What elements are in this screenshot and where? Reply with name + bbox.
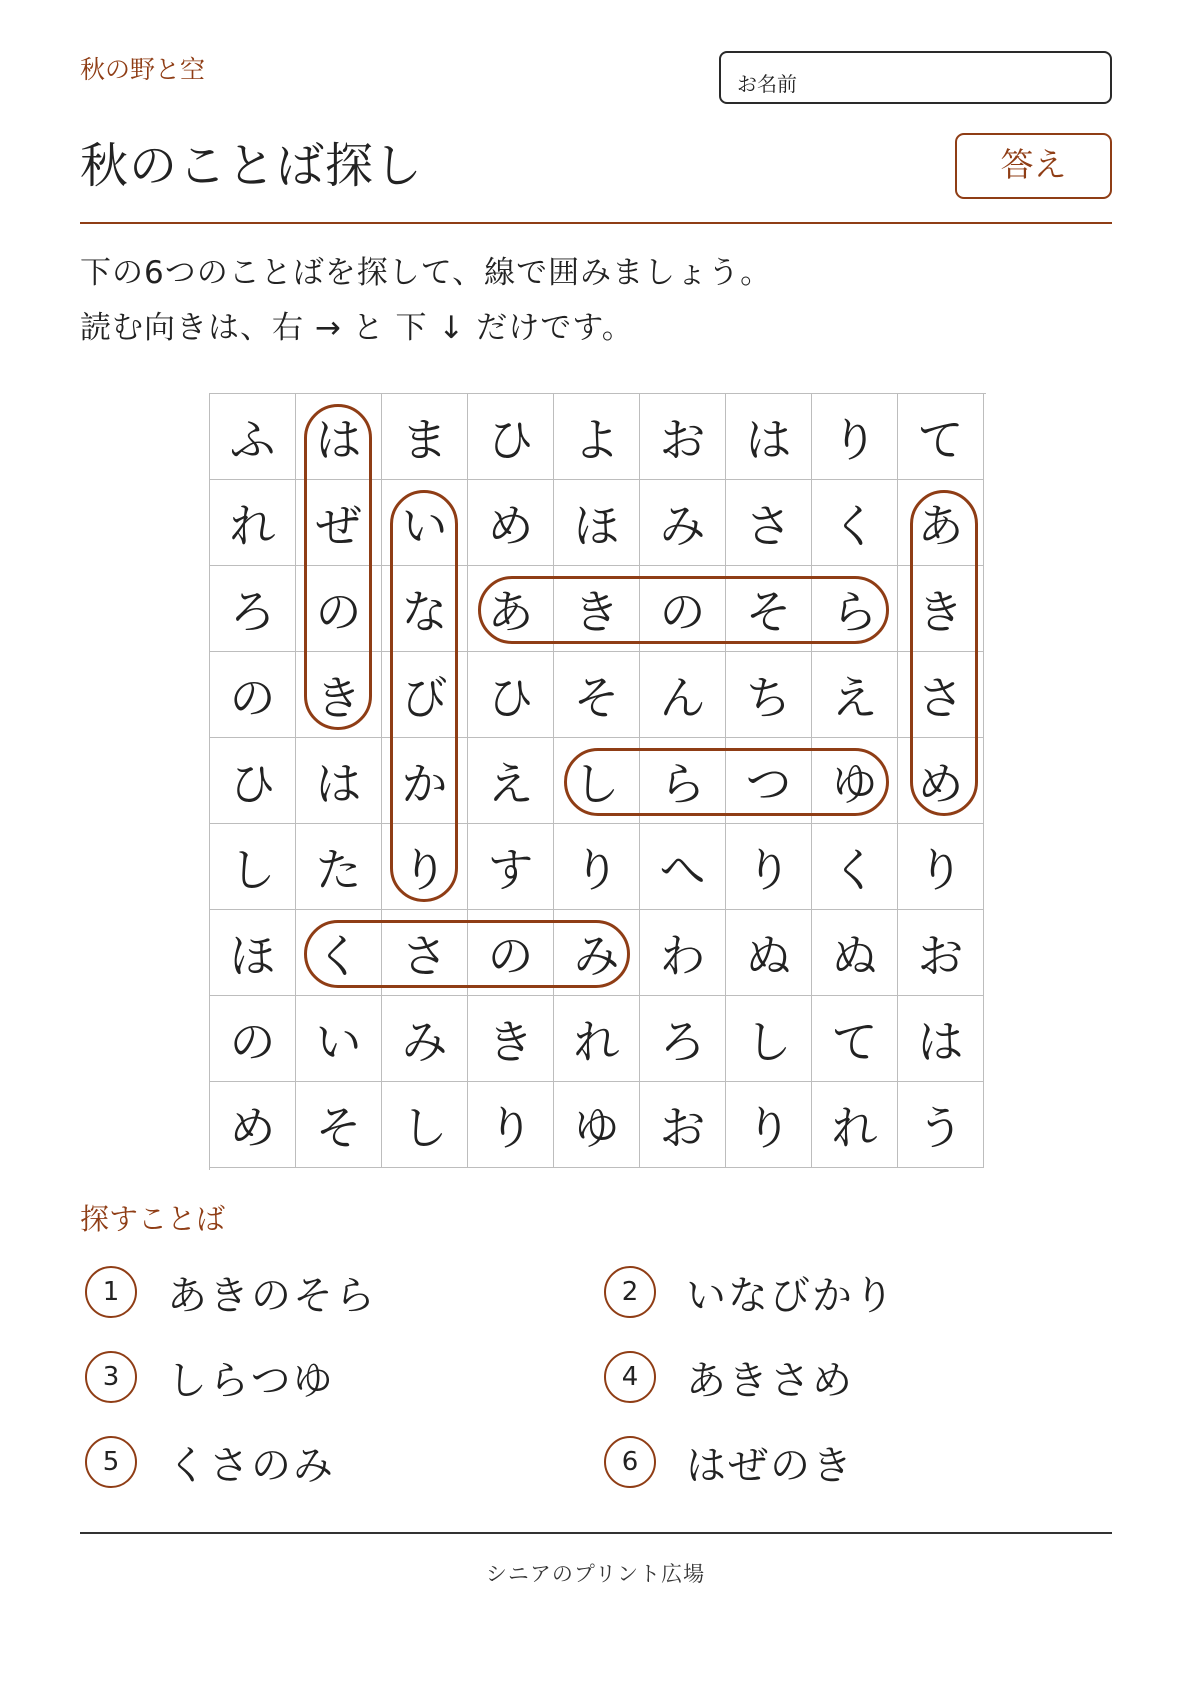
word-number-badge: 6 (604, 1436, 656, 1488)
word-search-grid (209, 393, 986, 1170)
grid-cell[interactable]: つ (726, 738, 812, 824)
grid-cell[interactable]: し (382, 1082, 468, 1168)
grid-cell[interactable]: き (898, 566, 984, 652)
grid-cell[interactable]: ま (382, 394, 468, 480)
footer-site-name: シニアのプリント広場 (485, 1562, 706, 1586)
grid-cell[interactable]: き (468, 996, 554, 1082)
grid-cell[interactable]: ぬ (726, 910, 812, 996)
grid-cell[interactable]: き (554, 566, 640, 652)
grid-cell[interactable]: ら (640, 738, 726, 824)
grid-cell[interactable]: り (726, 824, 812, 910)
name-field[interactable] (719, 51, 1112, 104)
grid-cell[interactable]: り (468, 1082, 554, 1168)
grid-cell[interactable]: さ (382, 910, 468, 996)
grid-cell[interactable]: ゆ (812, 738, 898, 824)
grid-cell[interactable]: て (812, 996, 898, 1082)
grid-cell[interactable]: し (726, 996, 812, 1082)
word-number-badge: 5 (85, 1436, 137, 1488)
grid-cell[interactable]: め (468, 480, 554, 566)
word-number-badge: 1 (85, 1266, 137, 1318)
grid-cell[interactable]: す (468, 824, 554, 910)
grid-cell[interactable]: い (296, 996, 382, 1082)
word-text: あきのそら (167, 1272, 377, 1319)
grid-cell[interactable]: み (640, 480, 726, 566)
word-list-item (604, 1262, 896, 1322)
word-list-item (85, 1347, 335, 1407)
grid-cell[interactable]: く (812, 824, 898, 910)
grid-cell[interactable]: く (812, 480, 898, 566)
grid-cell[interactable]: ろ (210, 566, 296, 652)
grid-cell[interactable]: り (898, 824, 984, 910)
word-text: はぜのき (686, 1442, 854, 1489)
grid-cell[interactable]: り (554, 824, 640, 910)
grid-cell[interactable]: め (898, 738, 984, 824)
grid-cell[interactable]: ん (640, 652, 726, 738)
grid-cell[interactable]: り (726, 1082, 812, 1168)
word-text: しらつゆ (167, 1357, 335, 1404)
word-list-item (604, 1347, 854, 1407)
grid-cell[interactable]: へ (640, 824, 726, 910)
grid-cell[interactable]: み (554, 910, 640, 996)
grid-cell[interactable]: ら (812, 566, 898, 652)
name-field-label: お名前 (737, 72, 797, 96)
grid-cell[interactable]: の (296, 566, 382, 652)
word-list-item (85, 1432, 335, 1492)
grid-cell[interactable]: そ (296, 1082, 382, 1168)
grid-cell[interactable]: そ (726, 566, 812, 652)
grid-cell[interactable]: な (382, 566, 468, 652)
grid-cell[interactable]: う (898, 1082, 984, 1168)
grid-cell[interactable]: か (382, 738, 468, 824)
grid-cell[interactable]: ち (726, 652, 812, 738)
grid-cell[interactable]: ぬ (812, 910, 898, 996)
grid-cell[interactable]: ほ (210, 910, 296, 996)
word-list-item (604, 1432, 854, 1492)
grid-cell[interactable]: め (210, 1082, 296, 1168)
grid-cell[interactable]: ひ (210, 738, 296, 824)
grid-cell[interactable]: り (812, 394, 898, 480)
word-number-badge: 3 (85, 1351, 137, 1403)
grid-cell[interactable]: し (210, 824, 296, 910)
grid-cell[interactable]: え (468, 738, 554, 824)
page-title: 秋のことば探し (80, 138, 424, 194)
grid-cell[interactable]: れ (210, 480, 296, 566)
grid-cell[interactable]: ゆ (554, 1082, 640, 1168)
grid-cell[interactable]: さ (898, 652, 984, 738)
instruction-line-2: 読む向きは、右 → と 下 ↓ だけです。 (80, 310, 634, 346)
grid-cell[interactable]: れ (812, 1082, 898, 1168)
grid-cell[interactable]: あ (898, 480, 984, 566)
grid-cell[interactable]: れ (554, 996, 640, 1082)
grid-cell[interactable]: は (898, 996, 984, 1082)
grid-cell[interactable]: て (898, 394, 984, 480)
grid-cell[interactable]: ぜ (296, 480, 382, 566)
word-number-badge: 2 (604, 1266, 656, 1318)
grid-cell[interactable]: く (296, 910, 382, 996)
footer-divider (80, 1532, 1112, 1534)
grid-cell[interactable]: た (296, 824, 382, 910)
grid-cell[interactable]: え (812, 652, 898, 738)
word-text: くさのみ (167, 1442, 335, 1489)
word-text: あきさめ (686, 1357, 854, 1404)
grid-cell[interactable]: り (382, 824, 468, 910)
grid-cell[interactable]: の (210, 996, 296, 1082)
grid-cell[interactable]: わ (640, 910, 726, 996)
answer-button[interactable]: 答え (955, 133, 1112, 199)
grid-cell[interactable]: お (640, 394, 726, 480)
grid-cell[interactable]: よ (554, 394, 640, 480)
grid-cell[interactable]: し (554, 738, 640, 824)
grid-cell[interactable]: き (296, 652, 382, 738)
grid-cell[interactable]: ひ (468, 652, 554, 738)
grid-cell[interactable]: び (382, 652, 468, 738)
grid-cell[interactable]: み (382, 996, 468, 1082)
word-list-item (85, 1262, 377, 1322)
grid-cell[interactable]: お (898, 910, 984, 996)
grid-cell[interactable]: お (640, 1082, 726, 1168)
grid-cell[interactable]: ひ (468, 394, 554, 480)
grid-cell[interactable]: そ (554, 652, 640, 738)
grid-cell[interactable]: い (382, 480, 468, 566)
grid-cell[interactable]: の (640, 566, 726, 652)
grid-cell[interactable]: ろ (640, 996, 726, 1082)
grid-cell[interactable]: は (726, 394, 812, 480)
grid-cell[interactable]: は (296, 394, 382, 480)
word-list-heading: 探すことば (80, 1202, 226, 1236)
word-text: いなびかり (686, 1272, 896, 1319)
word-number-badge: 4 (604, 1351, 656, 1403)
grid-cell[interactable]: あ (468, 566, 554, 652)
grid-cell[interactable]: さ (726, 480, 812, 566)
grid-cell[interactable]: ほ (554, 480, 640, 566)
header-divider (80, 222, 1112, 224)
grid-cell[interactable]: は (296, 738, 382, 824)
category-label: 秋の野と空 (80, 55, 206, 84)
grid-cell[interactable]: の (468, 910, 554, 996)
grid-cell[interactable]: の (210, 652, 296, 738)
instruction-line-1: 下の6つのことばを探して、線で囲みましょう。 (80, 255, 773, 291)
grid-cell[interactable]: ふ (210, 394, 296, 480)
